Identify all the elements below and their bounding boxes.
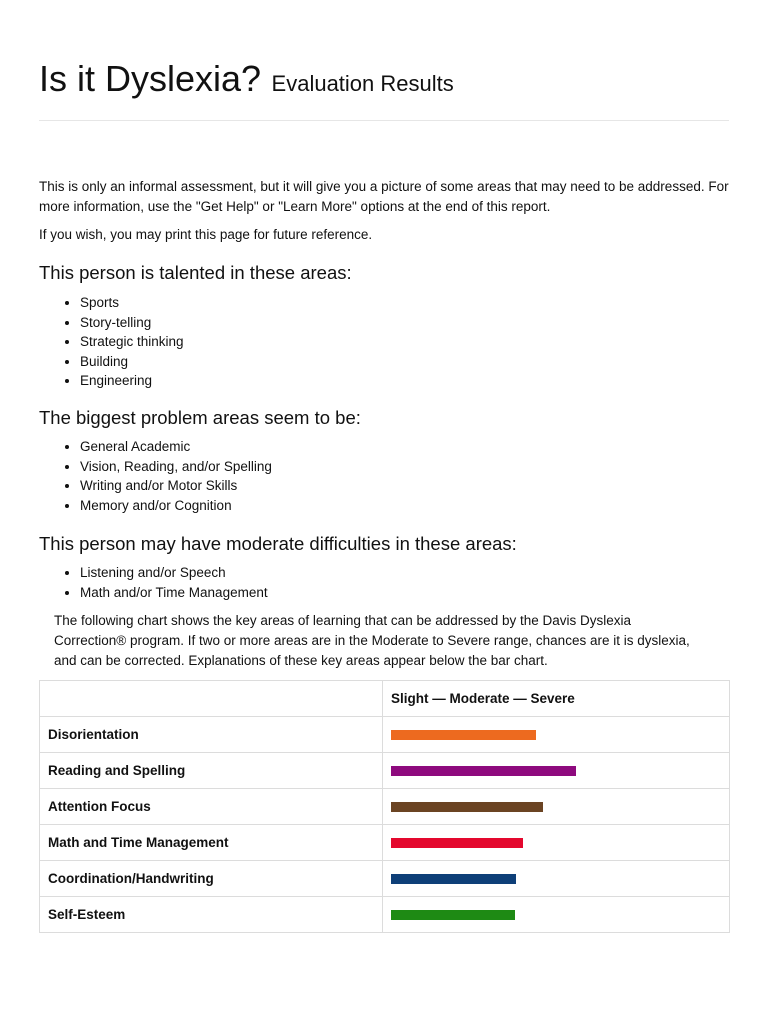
chart-scale-label: Slight — Moderate — Severe [383,681,730,717]
list-item: • General Academic [80,437,272,457]
list-item: • Building [80,352,184,372]
chart-body [40,717,730,933]
chart-bar-cell [383,717,730,753]
chart-row [40,861,730,897]
list-item: • Math and/or Time Management [80,583,268,603]
print-note: If you wish, you may print this page for future reference. [39,227,373,242]
chart-bar [391,766,576,776]
chart-header-blank [40,681,383,717]
chart-row [40,753,730,789]
problems-list [39,437,272,515]
bar-track [391,874,721,884]
list-item: • Vision, Reading, and/or Spelling [80,457,272,477]
chart-bar-cell [383,789,730,825]
problems-heading: The biggest problem areas seem to be: [39,407,361,428]
chart-category-label: Attention Focus [40,789,383,825]
chart-bar-cell [383,825,730,861]
list-item: • Listening and/or Speech [80,563,268,583]
talents-heading: This person is talented in these areas: [39,262,352,283]
chart-bar [391,838,523,848]
bar-track [391,838,721,848]
chart-category-label: Disorientation [40,717,383,753]
bar-track [391,910,721,920]
chart-category-label: Coordination/Handwriting [40,861,383,897]
chart-bar-cell [383,861,730,897]
list-item: • Engineering [80,371,184,391]
chart-row [40,717,730,753]
list-item: • Writing and/or Motor Skills [80,476,272,496]
chart-bar [391,874,516,884]
chart-row [40,825,730,861]
list-item: • Story-telling [80,313,184,333]
chart-category-label: Self-Esteem [40,897,383,933]
chart-row [40,789,730,825]
talents-list [39,293,184,391]
intro-paragraph: This is only an informal assessment, but it will give you a picture of some areas that may need to be addressed. For more information, use the "Get Help" or "Learn More" options at the end of this report. [39,179,729,214]
list-item: • Memory and/or Cognition [80,496,272,516]
page-subtitle: Evaluation Results [271,71,454,96]
chart-category-label: Reading and Spelling [40,753,383,789]
moderate-heading: This person may have moderate difficulties in these areas: [39,533,517,554]
page-header [39,58,729,121]
severity-chart [39,680,730,933]
bar-track [391,766,721,776]
chart-row [40,897,730,933]
list-item: • Sports [80,293,184,313]
chart-bar-cell [383,753,730,789]
list-item: • Strategic thinking [80,332,184,352]
bar-track [391,802,721,812]
moderate-list [39,563,268,602]
chart-bar-cell [383,897,730,933]
chart-header-row [40,681,730,717]
chart-bar [391,910,515,920]
chart-intro: The following chart shows the key areas of learning that can be addressed by the Davis Dyslexia Correction® program. If two or more areas are in the Moderate to Severe range, chances are it is dyslexia, and can be corrected. Explanations of these key areas appear below the bar chart. [54,613,690,668]
page-title: Is it Dyslexia? [39,58,262,99]
chart-bar [391,802,543,812]
chart-category-label: Math and Time Management [40,825,383,861]
bar-track [391,730,721,740]
chart-bar [391,730,536,740]
